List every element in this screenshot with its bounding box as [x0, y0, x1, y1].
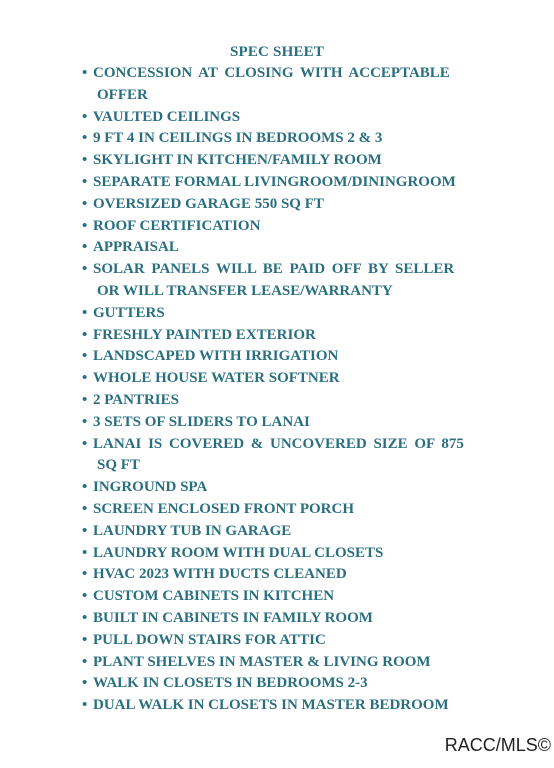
spec-list-item — [82, 477, 502, 499]
bullet-icon: • — [82, 588, 88, 605]
spec-list-item — [82, 630, 502, 652]
spec-list-item — [82, 564, 502, 586]
bullet-icon: • — [82, 152, 88, 169]
spec-list-item — [82, 543, 502, 565]
bullet-icon: • — [82, 697, 88, 714]
spec-list-item — [82, 673, 502, 695]
spec-item-text: LANAI IS COVERED & UNCOVERED SIZE OF 875 — [93, 435, 464, 452]
spec-list-item — [82, 412, 502, 434]
spec-item-text: SCREEN ENCLOSED FRONT PORCH — [93, 500, 355, 517]
bullet-icon: • — [82, 631, 88, 648]
spec-list-item — [82, 63, 502, 107]
bullet-icon: • — [82, 544, 88, 561]
spec-list-item — [82, 499, 502, 521]
spec-item-text: SEPARATE FORMAL LIVINGROOM/DININGROOM — [93, 173, 456, 190]
spec-list-item — [82, 695, 502, 717]
spec-item-text-continued: OFFER — [97, 86, 148, 103]
spec-item-text: ROOF CERTIFICATION — [93, 217, 261, 234]
spec-item-text: PLANT SHELVES IN MASTER & LIVING ROOM — [93, 653, 431, 670]
spec-list-item — [82, 107, 502, 129]
bullet-icon: • — [82, 566, 88, 583]
spec-item-text: DUAL WALK IN CLOSETS IN MASTER BEDROOM — [93, 697, 449, 714]
spec-list-item — [82, 586, 502, 608]
bullet-icon: • — [82, 479, 88, 496]
bullet-icon: • — [82, 173, 88, 190]
spec-item-text: FRESHLY PAINTED EXTERIOR — [93, 326, 316, 343]
spec-list-item — [82, 172, 502, 194]
spec-item-text: HVAC 2023 WITH DUCTS CLEANED — [93, 566, 347, 583]
spec-item-text: 9 FT 4 IN CEILINGS IN BEDROOMS 2 & 3 — [93, 130, 383, 147]
spec-item-text: GUTTERS — [93, 304, 165, 321]
spec-list-item — [82, 194, 502, 216]
spec-list-item — [82, 434, 502, 478]
spec-list-item — [82, 237, 502, 259]
bullet-icon: • — [82, 609, 88, 626]
spec-item-text: LAUNDRY TUB IN GARAGE — [93, 522, 292, 539]
bullet-icon: • — [82, 195, 88, 212]
spec-list-item — [82, 150, 502, 172]
spec-item-text-continued: SQ FT — [97, 457, 140, 474]
spec-item-text: 2 PANTRIES — [93, 391, 179, 408]
spec-item-text: WALK IN CLOSETS IN BEDROOMS 2-3 — [93, 675, 368, 692]
bullet-icon: • — [82, 326, 88, 343]
bullet-icon: • — [82, 522, 88, 539]
bullet-icon: • — [82, 217, 88, 234]
bullet-icon: • — [82, 413, 88, 430]
bullet-icon: • — [82, 239, 88, 256]
spec-item-text: LANDSCAPED WITH IRRIGATION — [93, 348, 339, 365]
spec-list — [82, 63, 502, 717]
bullet-icon: • — [82, 500, 88, 517]
bullet-icon: • — [82, 435, 88, 452]
spec-item-text: APPRAISAL — [93, 239, 179, 256]
spec-item-text-continued: OR WILL TRANSFER LEASE/WARRANTY — [97, 282, 393, 299]
bullet-icon: • — [82, 261, 88, 278]
bullet-icon: • — [82, 653, 88, 670]
bullet-icon: • — [82, 391, 88, 408]
spec-list-item — [82, 608, 502, 630]
spec-list-item — [82, 390, 502, 412]
spec-list-item — [82, 521, 502, 543]
bullet-icon: • — [82, 65, 88, 81]
spec-item-text: CUSTOM CABINETS IN KITCHEN — [93, 588, 335, 605]
spec-list-item — [82, 346, 502, 368]
page-title: SPEC SHEET — [229, 44, 325, 60]
spec-list-item — [82, 216, 502, 238]
spec-item-text: LAUNDRY ROOM WITH DUAL CLOSETS — [93, 544, 384, 561]
bullet-icon: • — [82, 130, 88, 147]
bullet-icon: • — [82, 348, 88, 365]
spec-item-text: SKYLIGHT IN KITCHEN/FAMILY ROOM — [93, 152, 382, 169]
bullet-icon: • — [82, 108, 88, 125]
spec-list-item — [82, 128, 502, 150]
spec-list-item — [82, 259, 502, 303]
spec-item-text: SOLAR PANELS WILL BE PAID OFF BY SELLER — [93, 261, 455, 278]
spec-item-text: INGROUND SPA — [93, 479, 208, 496]
spec-list-item — [82, 652, 502, 674]
spec-item-text: WHOLE HOUSE WATER SOFTNER — [93, 370, 340, 387]
spec-item-text: CONCESSION AT CLOSING WITH ACCEPTABLE — [93, 65, 450, 81]
spec-list-item — [82, 303, 502, 325]
spec-list-item — [82, 325, 502, 347]
spec-list-item — [82, 368, 502, 390]
spec-item-text: PULL DOWN STAIRS FOR ATTIC — [93, 631, 326, 648]
spec-item-text: BUILT IN CABINETS IN FAMILY ROOM — [93, 609, 373, 626]
bullet-icon: • — [82, 370, 88, 387]
bullet-icon: • — [82, 304, 88, 321]
mls-watermark: RACC/MLS© — [444, 735, 551, 755]
spec-item-text: VAULTED CEILINGS — [93, 108, 241, 125]
spec-item-text: OVERSIZED GARAGE 550 SQ FT — [93, 195, 324, 212]
spec-item-text: 3 SETS OF SLIDERS TO LANAI — [93, 413, 310, 430]
bullet-icon: • — [82, 675, 88, 692]
